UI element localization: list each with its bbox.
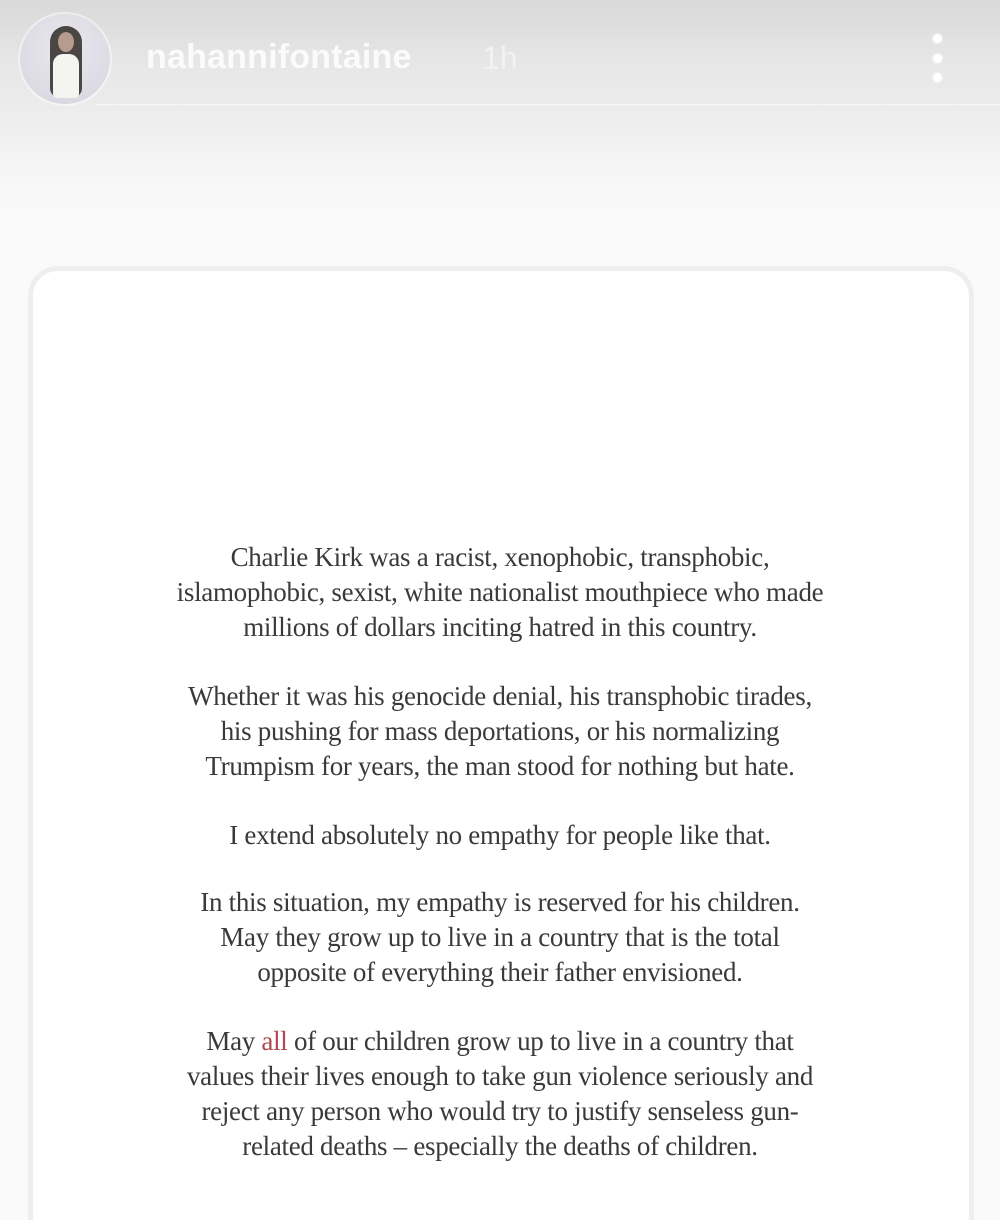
text-line: In this situation, my empathy is reserved for his children. [200,887,800,917]
post-text-body [60,540,940,1198]
text-line: May they grow up to live in a country that is the total [220,922,780,952]
more-options-button[interactable] [920,28,954,88]
avatar-face [58,32,74,52]
post-timestamp: 1h [482,40,518,76]
username-link[interactable]: nahannifontaine [146,38,412,76]
text-line: Whether it was his genocide denial, his transphobic tirades, [188,681,812,711]
more-vertical-icon-dot [933,73,942,82]
paragraph-3 [60,818,940,853]
text-line: I extend absolutely no empathy for people like that. [229,820,771,850]
text-line: reject any person who would try to justify senseless gun- [201,1096,799,1126]
text-line: values their lives enough to take gun violence seriously and [186,1061,814,1091]
paragraph-2 [60,679,940,784]
profile-avatar[interactable] [20,14,110,104]
text-line-prefix: May [206,1026,262,1056]
text-line: related deaths – especially the deaths of children. [242,1131,758,1161]
paragraph-5 [60,1024,940,1164]
header-divider [96,104,1000,105]
avatar-body [53,54,79,98]
more-vertical-icon [933,34,942,43]
text-line-suffix: of our children grow up to live in a country that [287,1026,794,1056]
text-line: opposite of everything their father envisioned. [257,957,743,987]
text-line: islamophobic, sexist, white nationalist mouthpiece who made [176,577,824,607]
paragraph-4 [60,885,940,990]
story-header [0,0,1000,120]
more-vertical-icon-dot [933,54,942,63]
paragraph-1 [60,540,940,645]
text-line: his pushing for mass deportations, or his normalizing [220,716,780,746]
highlighted-word: all [261,1026,288,1056]
text-line: Charlie Kirk was a racist, xenophobic, transphobic, [230,542,770,572]
text-line: Trumpism for years, the man stood for nothing but hate. [205,751,795,781]
text-line: millions of dollars inciting hatred in this country. [243,612,757,642]
